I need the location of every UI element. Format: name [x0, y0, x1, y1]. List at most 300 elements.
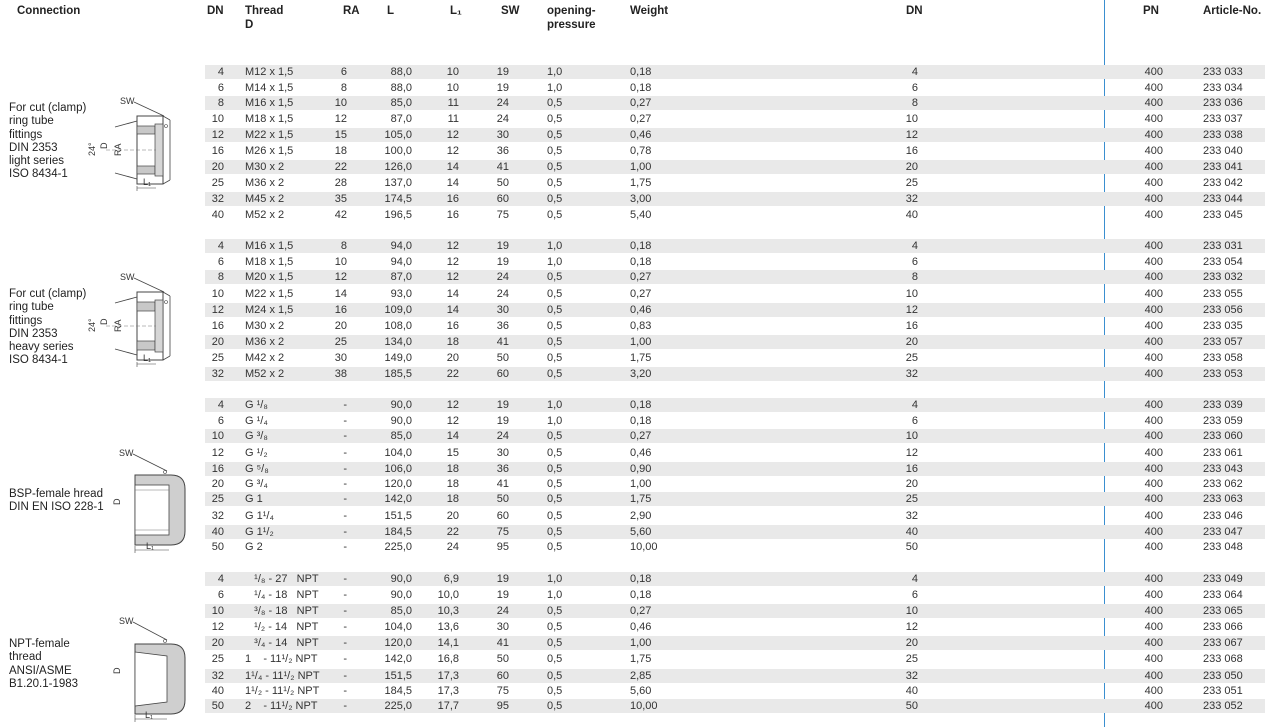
cell-sw: 60 — [496, 670, 509, 682]
cell-wt: 0,46 — [630, 621, 652, 633]
cell-wt: 0,27 — [630, 271, 652, 283]
sketch-label-sw: SW — [119, 616, 134, 626]
cell-wt: 1,75 — [630, 177, 652, 189]
cell-op: 0,5 — [547, 193, 563, 205]
cell-l1: 18 — [446, 493, 459, 505]
cell-ra: 38 — [334, 368, 347, 380]
cell-l: 105,0 — [384, 129, 412, 141]
cell-l: 108,0 — [384, 320, 412, 332]
table-row — [205, 604, 1265, 618]
cell-pn: 400 — [1144, 97, 1163, 109]
cell-op: 0,5 — [547, 177, 563, 189]
cell-art: 233 033 — [1203, 66, 1243, 78]
cell-dn2: 50 — [905, 700, 918, 712]
cell-dn: 25 — [211, 653, 224, 665]
header-pn: PN — [1143, 5, 1159, 17]
cell-l: 94,0 — [390, 240, 412, 252]
cell-pn: 400 — [1144, 193, 1163, 205]
cell-wt: 1,75 — [630, 653, 652, 665]
cell-sw: 24 — [496, 605, 509, 617]
cell-l: 196,5 — [384, 209, 412, 221]
cell-dn2: 10 — [905, 288, 918, 300]
cell-pn: 400 — [1144, 368, 1163, 380]
cell-l: 88,0 — [390, 82, 412, 94]
cell-wt: 0,18 — [630, 240, 652, 252]
cell-dn2: 12 — [905, 621, 918, 633]
cell-dn: 50 — [211, 541, 224, 553]
cell-art: 233 041 — [1203, 161, 1243, 173]
cell-dn: 8 — [217, 271, 224, 283]
cell-thread: M52 x 2 — [245, 209, 285, 221]
cell-ra: 25 — [334, 336, 347, 348]
cell-wt: 10,00 — [630, 541, 658, 553]
cell-sw: 75 — [496, 526, 509, 538]
cell-op: 1,0 — [547, 589, 563, 601]
cell-dn: 6 — [217, 415, 224, 427]
cell-pn: 400 — [1144, 621, 1163, 633]
cell-op: 0,5 — [547, 209, 563, 221]
cell-wt: 0,27 — [630, 288, 652, 300]
cell-art: 233 059 — [1203, 415, 1243, 427]
cell-pn: 400 — [1144, 653, 1163, 665]
cell-pn: 400 — [1144, 113, 1163, 125]
cell-dn: 12 — [211, 621, 224, 633]
cell-thread: M18 x 1,5 — [245, 113, 294, 125]
table-row — [205, 540, 1265, 554]
cell-pn: 400 — [1144, 288, 1163, 300]
table-row — [205, 462, 1265, 476]
header-ra: RA — [343, 5, 360, 17]
cell-art: 233 053 — [1203, 368, 1243, 380]
cell-dn2: 6 — [911, 415, 918, 427]
cell-l1: 18 — [446, 478, 459, 490]
cell-l: 85,0 — [390, 97, 412, 109]
cell-pn: 400 — [1144, 685, 1163, 697]
cell-pn: 400 — [1144, 271, 1163, 283]
cell-ra: - — [343, 463, 347, 475]
cell-dn: 4 — [217, 573, 224, 585]
table-row — [205, 429, 1265, 443]
cell-l1: 10,3 — [437, 605, 459, 617]
cell-pn: 400 — [1144, 66, 1163, 78]
cell-thread: M12 x 1,5 — [245, 66, 294, 78]
cell-thread: G ⁵/₈ — [245, 463, 269, 475]
sketch-label-angle: 24° — [87, 318, 97, 332]
cell-op: 1,0 — [547, 66, 563, 78]
header-sw: SW — [501, 5, 520, 17]
cell-ra: - — [343, 447, 347, 459]
sketch-label-sw: SW — [119, 448, 134, 458]
cell-l1: 11 — [447, 113, 459, 125]
cell-wt: 3,00 — [630, 193, 652, 205]
cell-art: 233 037 — [1203, 113, 1243, 125]
cell-wt: 0,46 — [630, 447, 652, 459]
cell-sw: 50 — [496, 352, 509, 364]
group-label-light-series: For cut (clamp) ring tube fittings DIN 2353 light series ISO 8434-1 — [9, 102, 87, 181]
cell-l1: 6,9 — [443, 573, 459, 585]
cell-dn2: 32 — [905, 193, 918, 205]
cell-ra: 15 — [334, 129, 347, 141]
table-row — [205, 477, 1265, 491]
cell-dn2: 20 — [905, 478, 918, 490]
cell-dn: 20 — [211, 161, 224, 173]
sketch-label-ra: RA — [113, 319, 123, 332]
cell-dn: 32 — [211, 193, 224, 205]
cell-pn: 400 — [1144, 336, 1163, 348]
cell-dn: 6 — [217, 589, 224, 601]
cell-wt: 2,90 — [630, 510, 652, 522]
cell-art: 233 034 — [1203, 82, 1243, 94]
cell-sw: 19 — [496, 573, 509, 585]
cell-l1: 16 — [446, 209, 459, 221]
cell-dn: 12 — [211, 447, 224, 459]
cell-dn2: 40 — [905, 526, 918, 538]
cell-art: 233 047 — [1203, 526, 1243, 538]
cell-ra: - — [343, 430, 347, 442]
cell-ra: - — [343, 510, 347, 522]
cell-wt: 0,78 — [630, 145, 652, 157]
cell-sw: 95 — [496, 541, 509, 553]
cell-thread: M26 x 1,5 — [245, 145, 294, 157]
cell-ra: - — [343, 399, 347, 411]
cell-op: 0,5 — [547, 621, 563, 633]
cell-op: 0,5 — [547, 113, 563, 125]
cell-dn: 16 — [211, 320, 224, 332]
table-row — [205, 176, 1265, 190]
cell-art: 233 064 — [1203, 589, 1243, 601]
table-row — [205, 270, 1265, 284]
table-row — [205, 652, 1265, 666]
cell-op: 0,5 — [547, 478, 563, 490]
cell-dn2: 40 — [905, 209, 918, 221]
cell-sw: 24 — [496, 271, 509, 283]
header-thread: Thread D — [245, 5, 284, 31]
cell-dn2: 40 — [905, 685, 918, 697]
cell-ra: - — [343, 605, 347, 617]
cell-op: 1,0 — [547, 399, 563, 411]
cell-l1: 12 — [446, 271, 459, 283]
header-l1: L₁ — [450, 5, 462, 17]
cell-thread: M36 x 2 — [245, 336, 285, 348]
cell-l: 93,0 — [390, 288, 412, 300]
cell-l: 85,0 — [390, 430, 412, 442]
table-row — [205, 319, 1265, 333]
cell-op: 0,5 — [547, 352, 563, 364]
cell-ra: 8 — [340, 82, 347, 94]
cell-art: 233 052 — [1203, 700, 1243, 712]
cell-l: 184,5 — [384, 526, 412, 538]
cell-l1: 13,6 — [437, 621, 459, 633]
cell-ra: 10 — [334, 256, 347, 268]
cell-wt: 0,18 — [630, 399, 652, 411]
cell-pn: 400 — [1144, 493, 1163, 505]
cell-sw: 30 — [496, 129, 509, 141]
cell-l: 142,0 — [384, 493, 412, 505]
table-row — [205, 669, 1265, 683]
cell-sw: 24 — [496, 97, 509, 109]
sketch-label-d: D — [99, 142, 109, 149]
cell-op: 0,5 — [547, 541, 563, 553]
cell-thread: M20 x 1,5 — [245, 271, 294, 283]
cell-art: 233 040 — [1203, 145, 1243, 157]
cell-dn2: 25 — [905, 493, 918, 505]
cell-l: 94,0 — [390, 256, 412, 268]
cell-thread: 1¹/₂ - 11¹/₂ NPT — [245, 685, 320, 697]
group-label-heavy-series: For cut (clamp) ring tube fittings DIN 2353 heavy series ISO 8434-1 — [9, 288, 87, 367]
cell-dn2: 12 — [905, 304, 918, 316]
cell-dn: 6 — [217, 82, 224, 94]
table-row — [205, 65, 1265, 79]
cell-dn2: 20 — [905, 637, 918, 649]
cell-wt: 1,00 — [630, 336, 652, 348]
cell-dn: 4 — [217, 240, 224, 252]
cell-dn2: 50 — [905, 541, 918, 553]
cell-l: 109,0 — [384, 304, 412, 316]
cell-thread: 1¹/₄ - 11¹/₂ NPT — [245, 670, 320, 682]
cell-wt: 0,27 — [630, 605, 652, 617]
cell-op: 0,5 — [547, 336, 563, 348]
cell-op: 0,5 — [547, 97, 563, 109]
cell-l: 174,5 — [384, 193, 412, 205]
cell-dn2: 10 — [905, 605, 918, 617]
cell-dn: 25 — [211, 352, 224, 364]
cell-l: 225,0 — [384, 700, 412, 712]
cell-dn2: 20 — [905, 161, 918, 173]
cell-l1: 14 — [446, 288, 459, 300]
cap-sketch-bsp — [105, 445, 190, 555]
cell-art: 233 063 — [1203, 493, 1243, 505]
cell-sw: 60 — [496, 510, 509, 522]
cell-op: 0,5 — [547, 670, 563, 682]
table-row — [205, 684, 1265, 698]
cell-wt: 0,18 — [630, 573, 652, 585]
cell-dn2: 10 — [905, 113, 918, 125]
cell-thread: M30 x 2 — [245, 320, 285, 332]
cell-l: 104,0 — [384, 621, 412, 633]
cell-sw: 41 — [496, 637, 509, 649]
cell-ra: - — [343, 526, 347, 538]
cell-l: 225,0 — [384, 541, 412, 553]
cell-sw: 19 — [496, 399, 509, 411]
cell-ra: 22 — [334, 161, 347, 173]
cell-sw: 19 — [496, 589, 509, 601]
sketch-label-d: D — [112, 667, 122, 674]
cell-art: 233 051 — [1203, 685, 1243, 697]
cell-dn2: 6 — [911, 82, 918, 94]
cell-l: 142,0 — [384, 653, 412, 665]
cell-thread: G ¹/₈ — [245, 399, 268, 411]
cell-sw: 24 — [496, 288, 509, 300]
cell-op: 0,5 — [547, 288, 563, 300]
cell-l: 90,0 — [390, 415, 412, 427]
cell-thread: G 1¹/₂ — [245, 526, 274, 538]
cell-thread: G 1 — [245, 493, 263, 505]
cell-dn2: 4 — [911, 66, 918, 78]
cell-pn: 400 — [1144, 352, 1163, 364]
cell-l1: 20 — [446, 352, 459, 364]
group-label-bsp: BSP-female hread DIN EN ISO 228-1 — [9, 488, 104, 514]
table-row — [205, 351, 1265, 365]
cell-pn: 400 — [1144, 161, 1163, 173]
table-row — [205, 96, 1265, 110]
cell-dn2: 32 — [905, 368, 918, 380]
cell-l: 106,0 — [384, 463, 412, 475]
cell-ra: 12 — [334, 113, 347, 125]
cell-dn: 16 — [211, 145, 224, 157]
cell-ra: - — [343, 415, 347, 427]
table-row — [205, 525, 1265, 539]
cell-l1: 20 — [446, 510, 459, 522]
cell-l1: 15 — [446, 447, 459, 459]
cell-thread: M22 x 1,5 — [245, 129, 294, 141]
cell-sw: 50 — [496, 493, 509, 505]
table-row — [205, 446, 1265, 460]
cell-pn: 400 — [1144, 605, 1163, 617]
cell-wt: 1,75 — [630, 352, 652, 364]
cell-thread: M16 x 1,5 — [245, 97, 294, 109]
cell-ra: 14 — [334, 288, 347, 300]
cell-l1: 12 — [446, 145, 459, 157]
cell-thread: M52 x 2 — [245, 368, 285, 380]
sketch-label-l1: L₁ — [145, 710, 154, 720]
table-row — [205, 287, 1265, 301]
cell-op: 0,5 — [547, 637, 563, 649]
cell-pn: 400 — [1144, 463, 1163, 475]
cell-sw: 60 — [496, 368, 509, 380]
cell-l: 126,0 — [384, 161, 412, 173]
cell-art: 233 042 — [1203, 177, 1243, 189]
cell-op: 0,5 — [547, 304, 563, 316]
cell-dn2: 25 — [905, 177, 918, 189]
sketch-label-sw: SW — [120, 96, 135, 106]
cell-dn: 10 — [211, 430, 224, 442]
cell-op: 1,0 — [547, 415, 563, 427]
cell-l1: 12 — [446, 415, 459, 427]
cell-thread: M22 x 1,5 — [245, 288, 294, 300]
cell-l1: 22 — [446, 368, 459, 380]
cell-l1: 24 — [446, 541, 459, 553]
cell-wt: 0,18 — [630, 415, 652, 427]
table-row — [205, 255, 1265, 269]
cell-dn: 20 — [211, 478, 224, 490]
cell-ra: - — [343, 685, 347, 697]
sketch-label-l1: L₁ — [143, 177, 152, 187]
cell-dn: 16 — [211, 463, 224, 475]
cell-op: 0,5 — [547, 493, 563, 505]
cell-thread: M18 x 1,5 — [245, 256, 294, 268]
cell-sw: 19 — [496, 240, 509, 252]
cell-thread: ³/₈ - 18 NPT — [245, 605, 319, 617]
cell-art: 233 035 — [1203, 320, 1243, 332]
cell-op: 0,5 — [547, 700, 563, 712]
cell-ra: 6 — [340, 66, 347, 78]
cell-l1: 10 — [446, 66, 459, 78]
cell-wt: 3,20 — [630, 368, 652, 380]
cell-l1: 17,7 — [437, 700, 459, 712]
sketch-label-l1: L₁ — [143, 353, 152, 363]
cell-l: 184,5 — [384, 685, 412, 697]
cell-thread: M42 x 2 — [245, 352, 285, 364]
cell-l1: 16 — [446, 193, 459, 205]
cell-l1: 16,8 — [437, 653, 459, 665]
cell-art: 233 032 — [1203, 271, 1243, 283]
cell-ra: 42 — [334, 209, 347, 221]
cell-thread: G 1¹/₄ — [245, 510, 274, 522]
cell-pn: 400 — [1144, 430, 1163, 442]
cell-wt: 1,00 — [630, 478, 652, 490]
cell-wt: 5,60 — [630, 526, 652, 538]
cell-pn: 400 — [1144, 637, 1163, 649]
cell-dn2: 20 — [905, 336, 918, 348]
cell-l: 87,0 — [390, 271, 412, 283]
cell-dn2: 12 — [905, 129, 918, 141]
sketch-label-angle: 24° — [87, 142, 97, 156]
table-row — [205, 128, 1265, 142]
sketch-label-ra: RA — [113, 143, 123, 156]
cell-sw: 75 — [496, 209, 509, 221]
cell-dn: 10 — [211, 605, 224, 617]
cell-thread: M16 x 1,5 — [245, 240, 294, 252]
cell-ra: 28 — [334, 177, 347, 189]
cell-pn: 400 — [1144, 541, 1163, 553]
cell-l1: 18 — [446, 336, 459, 348]
cell-l: 149,0 — [384, 352, 412, 364]
cell-art: 233 043 — [1203, 463, 1243, 475]
fitting-sketch-heavy-series — [80, 270, 180, 370]
cell-l1: 12 — [446, 129, 459, 141]
cell-art: 233 046 — [1203, 510, 1243, 522]
cell-op: 0,5 — [547, 510, 563, 522]
cell-op: 1,0 — [547, 82, 563, 94]
table-row — [205, 160, 1265, 174]
cell-ra: - — [343, 637, 347, 649]
cell-pn: 400 — [1144, 145, 1163, 157]
cell-l: 151,5 — [384, 670, 412, 682]
cell-op: 0,5 — [547, 685, 563, 697]
cell-wt: 0,46 — [630, 129, 652, 141]
cell-l1: 12 — [446, 256, 459, 268]
cell-l1: 14 — [446, 430, 459, 442]
table-row — [205, 144, 1265, 158]
cell-pn: 400 — [1144, 177, 1163, 189]
cell-dn2: 4 — [911, 240, 918, 252]
cell-wt: 0,18 — [630, 66, 652, 78]
cell-pn: 400 — [1144, 510, 1163, 522]
cell-art: 233 057 — [1203, 336, 1243, 348]
cell-pn: 400 — [1144, 415, 1163, 427]
fitting-sketch-light-series — [80, 94, 180, 194]
cell-l: 120,0 — [384, 637, 412, 649]
cell-art: 233 056 — [1203, 304, 1243, 316]
cell-ra: 16 — [334, 304, 347, 316]
cell-art: 233 055 — [1203, 288, 1243, 300]
header-dn-2: DN — [906, 5, 923, 17]
cell-pn: 400 — [1144, 320, 1163, 332]
cell-l1: 16 — [446, 320, 459, 332]
cell-art: 233 049 — [1203, 573, 1243, 585]
header-dn: DN — [207, 5, 224, 17]
cell-ra: - — [343, 653, 347, 665]
cell-art: 233 062 — [1203, 478, 1243, 490]
cell-l1: 17,3 — [437, 685, 459, 697]
cell-thread: G 2 — [245, 541, 263, 553]
table-row — [205, 112, 1265, 126]
cell-l1: 17,3 — [437, 670, 459, 682]
cell-wt: 0,18 — [630, 256, 652, 268]
cell-art: 233 050 — [1203, 670, 1243, 682]
cell-dn: 12 — [211, 129, 224, 141]
cell-op: 0,5 — [547, 653, 563, 665]
